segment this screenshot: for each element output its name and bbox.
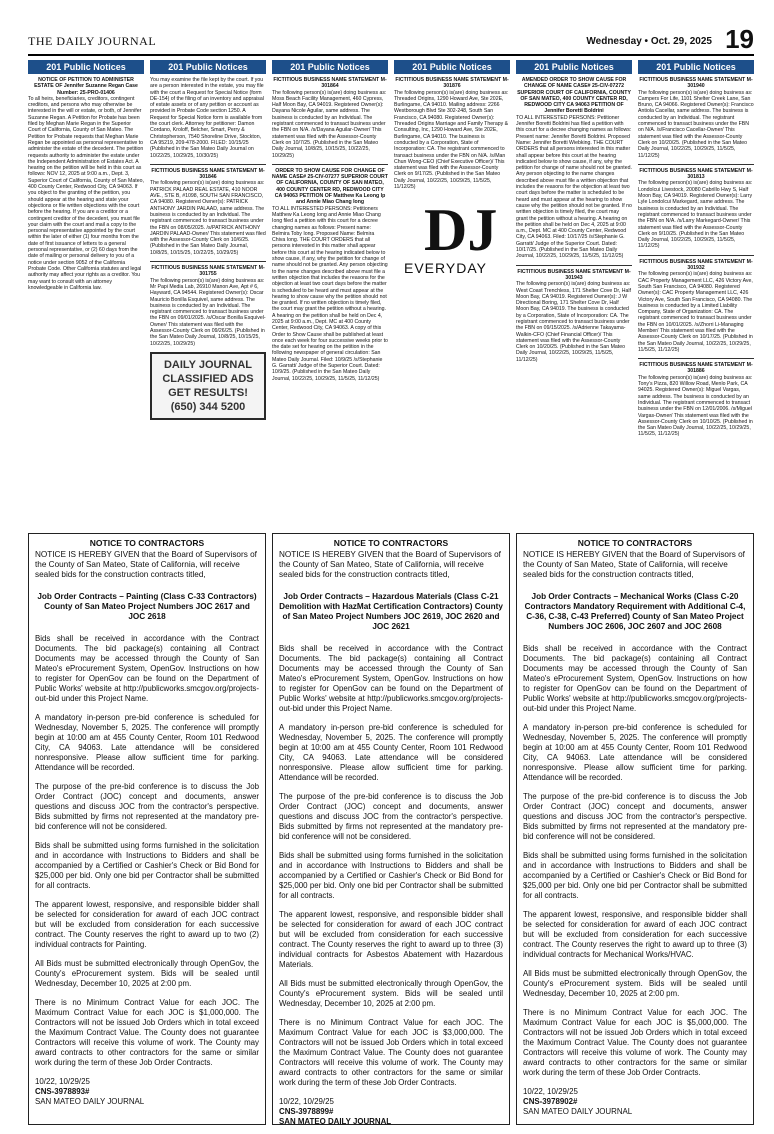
logo-word: EVERYDAY	[404, 260, 487, 277]
contractor-notice-painting	[28, 533, 266, 1125]
notice-column-5	[516, 60, 632, 527]
notice-footer	[279, 1097, 503, 1125]
notice-paragraph: All Bids must be submitted electronically through OpenGov, the County's eProcurement system. Bids will be sealed until Wednesday, December 10, 2025 at 2:00 pm.	[523, 969, 747, 998]
notice-paragraph: The apparent lowest, responsive, and responsible bidder shall be selected for consideration for award of each JOC contract but will be excluded from consideration for each successive contract. The County reserves the right to award up to three (3) individual contracts for Asbestos Abatement with Hazardous Materials.	[279, 910, 503, 969]
notice-body: The following person(s) is(are) doing business as: Londolcui Livestock, 20080 Cabrillo Hwy S, Half Moon Bay, CA 94019. Registered Owner(s): Larry Lyle Londolcui Markegard, same address. The business is conducted by an Individual. The registrant commenced to transact business under the FBN on N/A. /s/Larry Markegard-Owner/ This statement was filed with the Assessor-County Clerk on 9/10/25. (Published in the San Mateo Daily Journal, 10/22/25, 10/29/25, 11/5/25, 11/12/25)	[638, 180, 753, 250]
probate-notice	[28, 77, 144, 291]
notice-title: FICTITIOUS BUSINESS NAME STATEMENT M-301846	[151, 167, 265, 181]
section-header: 201 Public Notices	[394, 60, 510, 74]
notice-body: The following person(s) is(are) doing business as: Moss Beach Facility Management, 460 Cypress, Half Moon Bay, CA 94019. Registered Owner(s): Dayana Nicole Aguilar, same address. The business is conducted by an Individual. The registrant commenced to transact business under the FBN on N/A. /s/Dayana Aguilar-Owner/ This statement was filed with the Assessor-County Clerk on 10/7/25. (Published in the San Mateo Daily Journal, 10/8/25, 10/15/25, 10/22/25, 10/29/25)	[272, 89, 387, 159]
section-header: 201 Public Notices	[638, 60, 754, 74]
notice-title: FICTITIOUS BUSINESS NAME STATEMENT M-301886	[639, 362, 753, 375]
notice-title: FICTITIOUS BUSINESS NAME STATEMENT M-301864	[273, 77, 387, 90]
classified-ad-promo	[150, 352, 266, 420]
project-title: Job Order Contracts – Painting (Class C-33 Contractors) County of San Mateo Project Numbers JOC 2617 and JOC 2618	[37, 592, 257, 621]
publication-name: THE DAILY JOURNAL	[28, 34, 157, 48]
notice-paragraph: Bids shall be submitted using forms furnished in the solicitation and in accordance with Instructions to Bidders and shall be accompanied by a Certified or Cashier's Check or Bid Bond for $25,000 per bid. Only one bid per Contractor shall be submitted for all contracts.	[523, 851, 747, 900]
publish-dates: 10/22, 10/29/25	[35, 1077, 90, 1086]
logo-letters: DJ	[424, 197, 498, 264]
notice-paragraph: A mandatory in-person pre-bid conference is scheduled for Wednesday, November 5, 2025. The conference will promptly begin at 10:00 am at 455 County Center, Room 101 Redwood City, CA 94063. Late attendance will be considered nonresponsive. Please allow sufficient time for parking. Attendance will be recorded.	[35, 713, 259, 772]
fbn-notice	[638, 164, 754, 250]
project-title: Job Order Contracts – Mechanical Works (Class C-20 Contractors Mandatory Requirement with Additional C-4, C-36, C-38, C-43 Preferred) County of San Mateo Project Numbers JOC 2606, JOC 2607 and JOC 2608	[524, 592, 746, 631]
paper-name: SAN MATEO DAILY JOURNAL	[279, 1117, 392, 1125]
notice-body: TO ALL INTERESTED PERSONS: Petitioners Matthew Ka Leong Iong and Annie Miao Chang Iong filed a petition with this court for a decree changing names as follows: Present name: Belmira Toby Iong. Proposed Name: Belmira Chiva Iong. THE COURT ORDERS that all persons interested in this matter shall appear before this court at the hearing indicated below to show cause, if any, why the petition for change of name should not be granted. Any person objecting to the name changes described above must file a written objection that includes the reasons for the objection at least two court days before the matter is scheduled to be heard and must appear at the hearing to show cause why the petition should not be granted. If no written objection is timely filed, the court may grant the petition without a hearing. A hearing on the petition shall be held on Dec 4, 2025 at 9:00 a.m., Dept. MC at 400 County Center, Redwood City, CA 94063. A copy of this Order to Show Cause shall be published at least once each week for four successive weeks prior to the date set for hearing on the petition in the following newspaper of general circulation: San Mateo Daily Journal. Filed: 10/9/25 /s/Stephanie G. Garratt/ Judge of the Superior Court. Dated: 10/9/25. (Published in the San Mateo Daily Journal, 10/22/25, 10/29/25, 11/5/25, 11/12/25)	[272, 205, 388, 382]
fbn-notice	[272, 77, 388, 159]
notice-title: FICTITIOUS BUSINESS NAME STATEMENT M-301876	[395, 77, 509, 90]
notice-title: NOTICE TO CONTRACTORS	[89, 538, 205, 548]
notice-paragraph: A mandatory in-person pre-bid conference is scheduled for Wednesday, November 5, 2025. The conference will promptly begin at 10:00 am at 455 County Center, Room 101 Redwood City, CA 94063. Late attendance will be considered nonresponsive. Please allow sufficient time for parking. Attendance will be recorded.	[279, 723, 503, 782]
fbn-notice	[638, 255, 754, 353]
notice-title: FICTITIOUS BUSINESS NAME STATEMENT M-301813	[639, 167, 753, 181]
project-title: Job Order Contracts – Hazardous Materials (Class C-21 Demolition with HazMat Certification Contractors) County of San Mateo Project Numbers JOC 2619, JOC 2620 and JOC 2621	[279, 592, 503, 631]
notice-paragraph: All Bids must be submitted electronically through OpenGov, the County's eProcurement system. Bids will be sealed until Wednesday, December 10, 2025 at 2:00 pm.	[279, 979, 503, 1008]
probate-notice-continued	[150, 77, 266, 159]
ad-line: DAILY JOURNAL	[163, 358, 253, 371]
notice-intro: NOTICE IS HEREBY GIVEN that the Board of Supervisors of the County of San Mateo, State of California, will receive sealed bids for the construction contracts titled,	[279, 550, 501, 579]
notice-title: FICTITIOUS BUSINESS NAME STATEMENT M-301755	[151, 265, 265, 278]
notice-title: AMENDED ORDER TO SHOW CAUSE FOR CHANGE OF NAME CASE# 25-CIV-07272 SUPERIOR COURT OF CALIFORNIA, COUNTY OF SAN MATEO, 400 COUNTY CENTER RD, REDWOOD CITY CA 94063 PETITION OF Jennifer Boretti Boldrini	[517, 77, 631, 115]
cns-number: CNS-3978899#	[279, 1107, 334, 1116]
fbn-notice	[394, 77, 510, 190]
notice-body: The following person(s) is(are) doing business as: Mr Papi Media Lab, 26910 Manon Ave, Apt # 6, Hayward, CA 94544. Registered Owner(s): Oscar Mauricio Bonilla Esquivel, same address. The business is conducted by an Individual. The registrant commenced to transact business under the FBN on 09/01/2025. /s/Oscar Bonilla Esquivel-Owner/ This statement was filed with the Assessor-County Clerk on 09/26/25. (Published in the San Mateo Daily Journal, 10/8/25, 10/15/25, 10/22/25, 10/29/25)	[150, 277, 266, 347]
notice-intro: NOTICE IS HEREBY GIVEN that the Board of Supervisors of the County of San Mateo, State of California, will receive sealed bids for the construction contracts titled,	[35, 550, 257, 579]
notice-paragraph: The purpose of the pre-bid conference is to discuss the Job Order Contract (JOC) concept and documents, answer questions and discuss JOC from the contractor's perspective. Bids submitted by firms not represented at the mandatory pre-bid conference will not be considered.	[523, 792, 747, 841]
fbn-notice	[150, 261, 266, 347]
paper-name: SAN MATEO DAILY JOURNAL	[35, 1097, 145, 1106]
ad-line: GET RESULTS!	[168, 386, 248, 399]
notice-body: To all heirs, beneficiaries, creditors, contingent creditors, and persons who may otherwise be interested in the will or estate, or both, of Jennifer Suzanne Regan. A Petition for Probate has been filed by Meghan Marie Regan in the Superior Court of California, County of San Mateo. The Petition for Probate requests that Meghan Marie Regan be appointed as personal representative to administer the estate of the decedent. The petition requests authority to administer the estate under the Independent Administration of Estates Act. A hearing on the petition will be held in this court as follows: NOV 12, 2025 at 9:00 a.m., Dept. 3, Superior Court of California, County of San Mateo, 400 County Center, Redwood City, CA 94063. If you object to the granting of the petition, you should appear at the hearing and state your objections or file written objections with the court before the hearing. If you are a creditor or a contingent creditor of the decedent, you must file your claim with the court and mail a copy to the personal representative appointed by the court within the later of either (1) four months from the date of first issuance of letters to a general personal representative, or (2) 60 days from the date of mailing or personal delivery to you of a notice under section 9052 of the California Probate Code. Other California statutes and legal authority may affect your rights as a creditor. You may want to consult with an attorney knowledgeable in California law.	[28, 95, 144, 291]
contractor-notice-mechanical	[516, 533, 754, 1125]
notice-intro: NOTICE IS HEREBY GIVEN that the Board of Supervisors of the County of San Mateo, State of California, will receive sealed bids for the construction contracts titled,	[523, 550, 745, 579]
notice-title: NOTICE OF PETITION TO ADMINISTER ESTATE OF Jennifer Suzanne Regan Case Number: 25-PRO-01406	[34, 77, 138, 96]
notice-body: The following person(s) is(are) doing business as: PATRICK PALAAD REAL ESTATE, 410 NOOR AVE., STE B, #1098, SOUTH SAN FRANCISCO, CA 94080. Registered Owner(s): PATRICK ANTHONY JARDIN PALAAD, same address. The business is conducted by an Individual. The registrant commenced to transact business under the FBN on 08/05/2025. /s/PATRICK ANTHONY JARDIN PALAAD-Owner/ This statement was filed with the Assessor-County Clerk on 10/6/25. (Published in the San Mateo Daily Journal, 10/8/25, 10/15/25, 10/22/25, 10/29/25)	[150, 180, 266, 256]
section-header: 201 Public Notices	[272, 60, 388, 74]
contractor-notice-hazmat	[272, 533, 510, 1125]
masthead	[28, 24, 754, 56]
notice-title: NOTICE TO CONTRACTORS	[333, 538, 449, 548]
notice-paragraph: All Bids must be submitted electronically through OpenGov, the County's eProcurement system. Bids will be sealed until Wednesday, December 10, 2025 at 2:00 pm.	[35, 959, 259, 988]
notice-paragraph: Bids shall be received in accordance with the Contract Documents. The bid package(s) containing all Contract Documents may be accessed through the County of San Mateo's eProcurement System, OpenGov. Instructions on how to register for OpenGov can be found on the Department of Public Works' website at http://publicworks.smcgov.org/projects-out-bid under this Project Name.	[279, 644, 503, 713]
notice-paragraph: The apparent lowest, responsive, and responsible bidder shall be selected for consideration for award of each JOC contract but will be excluded from consideration for each successive contract. The County reserves the right to award up to three (3) individual contracts for Mechanical Works/HVAC.	[523, 910, 747, 959]
section-header: 201 Public Notices	[28, 60, 144, 74]
publish-dates: 10/22, 10/29/25	[279, 1097, 334, 1106]
notice-body: The following person(s) is(are) doing business as: Campers For Life, 1101 Shelter Creek Lane, San Bruno, CA 94066. Registered Owner(s): Francisco Antiola Cacellar, same address. The business is conducted by an Individual. The registrant commenced to transact business under the FBN on N/A. /s/Francisco Cacellar-Owner/ This statement was filed with the Assessor-County Clerk on 10/20/25. (Published in the San Mateo Daily Journal, 10/22/25, 10/29/25, 11/5/25, 11/12/25)	[638, 89, 754, 159]
notice-title: NOTICE TO CONTRACTORS	[577, 538, 693, 548]
notice-paragraph: Bids shall be received in accordance with the Contract Documents. The bid package(s) containing all Contract Documents may be accessed through the County of San Mateo's eProcurement System, OpenGov. Instructions on how to register for OpenGov can be found on the Department of Public Works' website at http://publicworks.smcgov.org/projects-out-bid under this Project Name.	[35, 634, 259, 703]
issue-date: Wednesday • Oct. 29, 2025	[586, 36, 712, 47]
notice-body: The following person(s) is(are) doing business as: Tony's Pizza, 820 Willow Road, Menlo Park, CA 94025. Registered Owner(s): Miguel Vargas, same address. The business is conducted by an Individual. The registrant commenced to transact business under the FBN on 12/01/2006. /s/Miguel Vargas-Owner/ This statement was filed with the Assessor-County Clerk on 10/10/25. (Published in the San Mateo Daily Journal, 10/22/25, 10/29/25, 11/5/25, 11/12/25)	[638, 374, 753, 438]
notice-paragraph: Bids shall be received in accordance with the Contract Documents. The bid package(s) containing all Contract Documents may be accessed through the County of San Mateo's eProcurement System, OpenGov. Instructions on how to register for OpenGov can be found on the Department of Public Works' website at http://publicworks.smcgov.org/projects-out-bid under this Project Name.	[523, 644, 747, 713]
notice-column-2	[150, 60, 266, 527]
fbn-notice	[638, 358, 754, 438]
notice-paragraph: There is no Minimum Contract Value for each JOC. The Maximum Contract Value for each JOC is $3,000,000. The Contractors will not be issued Job Orders which in total exceed the Maximum Contract Value. The County does not guarantee Contractors will receive this volume of work. The County may award contracts to other contractors for the same or similar work during the term of these Job Order Contracts.	[279, 1018, 503, 1087]
notice-paragraph: The purpose of the pre-bid conference is to discuss the Job Order Contract (JOC) concept and documents, answer questions and discuss JOC from the contractor's perspective. Bids submitted by firms not represented at the mandatory pre-bid conference will not be considered.	[279, 792, 503, 841]
notice-footer	[35, 1077, 259, 1107]
dj-everyday-logo	[394, 196, 510, 276]
publish-dates: 10/22, 10/29/25	[523, 1087, 578, 1096]
notice-paragraph: There is no Minimum Contract Value for each JOC. The Maximum Contract Value for each JOC is $1,000,000. The Contractors will not be issued Job Orders which in total exceed the Maximum Contract Value. The County does not guarantee Contractors will receive this volume of work. The County may award contracts to other contractors for the same or similar work during the term of these Job Order Contracts.	[35, 998, 259, 1067]
notice-column-6	[638, 60, 754, 527]
notice-body: The following person(s) is(are) doing business as: CAC Property Management LLC, 426 Victory Ave, South San Francisco, CA 94080. Registered Owner(s): CAC Property Management LLC, 426 Victory Ave, South San Francisco, CA 94080. The business is conducted by a Limited Liability Company, State of Organization: CA. The registrant commenced to transact business under the FBN on 10/01/2025. /s/Zhorri Li-Managing Member/ This statement was filed with the Assessor-County Clerk on 10/17/25. (Published in the San Mateo Daily Journal, 10/22/25, 10/29/25, 11/5/25, 11/12/25)	[638, 271, 753, 353]
notice-column-4	[394, 60, 510, 527]
notice-title: FICTITIOUS BUSINESS NAME STATEMENT M-301932	[639, 258, 753, 272]
fbn-notice	[638, 77, 754, 159]
notice-paragraph: A mandatory in-person pre-bid conference is scheduled for Wednesday, November 5, 2025. The conference will promptly begin at 10:00 am at 455 County Center, Room 101 Redwood City, CA 94063. Late attendance will be considered nonresponsive. Please allow sufficient time for parking. Attendance will be recorded.	[523, 723, 747, 782]
notice-body: You may examine the file kept by the court. If you are a person interested in the estate, you may file with the court a Request for Special Notice (form DE-154) of the filing of an inventory and appraisal of estate assets or of any petition or account as provided in Probate Code section 1250. A Request for Special Notice form is available from the court clerk. Attorney for petitioner: Damon Cordano, Kroloff, Belcher, Smart, Perry & Christopherson, 7540 Shoreline Drive, Stockton, CA 95219, 209-478-2000. FILED: 10/15/25 (Published in the San Mateo Daily Journal on 10/22/25, 10/29/25, 10/30/25)	[150, 77, 264, 159]
notice-paragraph: Bids shall be submitted using forms furnished in the solicitation and in accordance with Instructions to Bidders and shall be accompanied by a Certified or Cashier's Check or Bid Bond for $25,000 per bid. Only one bid per Contractor shall be submitted for all contracts.	[35, 841, 259, 890]
ad-line: CLASSIFIED ADS	[162, 372, 254, 385]
notice-paragraph: The apparent lowest, responsive, and responsible bidder shall be selected for consideration for award of each JOC contract but will be excluded from consideration for each successive contract. The County reserves the right to award up to two (2) individual contracts for Painting.	[35, 900, 259, 949]
notice-body: TO ALL INTERESTED PERSONS: Petitioner Jennifer Boretti Boldrini has filed a petition with this court for a decree changing names as follows: Present name: Jennifer Boretti Boldrini. Proposed Name: Jennifer Boretti Wiebking. THE COURT ORDERS that all persons interested in this matter shall appear before this court at the hearing indicated below to show cause, if any, why the petition for change of name should not be granted. Any person objecting to the name changes described above must file a written objection that includes the reasons for the objection at least two court days before the matter is scheduled to be heard and must appear at the hearing to show cause why the petition should not be granted. If no written objection is timely filed, the court may grant the petition without a hearing. A hearing on the petition shall be held on Dec 4, 2025 at 9:00 a.m., Dept. MC at 400 County Center, Redwood City, CA 94063. Filed: 10/17/25 /s/Stephanie G. Garratt/ Judge of the Superior Court. Dated: 10/17/25. (Published in the San Mateo Daily Journal, 10/22/25, 10/29/25, 11/5/25, 11/12/25)	[516, 114, 632, 260]
section-header: 201 Public Notices	[150, 60, 266, 74]
notice-column-1	[28, 60, 144, 527]
cns-number: CNS-3978893#	[35, 1087, 90, 1096]
notice-paragraph: Bids shall be submitted using forms furnished in the solicitation and in accordance with Instructions to Bidders and shall be accompanied by a Certified or Cashier's Check or Bid Bond for $25,000 per bid. Only one bid per Contractor shall be submitted for all contracts.	[279, 851, 503, 900]
notice-title: FICTITIOUS BUSINESS NAME STATEMENT M-301943	[517, 268, 631, 281]
paper-name: SAN MATEO DAILY JOURNAL	[523, 1107, 633, 1116]
notice-paragraph: There is no Minimum Contract Value for each JOC. The Maximum Contract Value for each JOC is $5,000,000. The Contractors will not be issued Job Orders which in total exceed the Maximum Contract Value. The County does not guarantee Contractors will receive this volume of work. The County may award contracts to other contractors for the same or similar work during the term of these Job Order Contracts.	[523, 1008, 747, 1077]
name-change-notice	[272, 164, 388, 382]
notice-title: FICTITIOUS BUSINESS NAME STATEMENT M-301940	[639, 77, 753, 90]
notice-column-3	[272, 60, 388, 527]
section-header: 201 Public Notices	[516, 60, 632, 74]
notice-footer	[523, 1087, 747, 1117]
notice-body: The following person(s) is(are) doing business as: West Coast Trenchless, 171 Shelter Cove Dr, Half Moon Bay, CA 94019. Registered Owner(s): J W Directional Boring, 171 Shelter Cove Dr, Half Moon Bay, CA 94019. The business is conducted by a Corporation, State of Incorporation: CA. The registrant commenced to transact business under the FBN on 09/15/2025. /s/Adrienne Takayama-Walkin-CFO (Chief Financial Officer)/ This statement was filed with the Assessor-County Clerk on 10/20/25. (Published in the San Mateo Daily Journal, 10/22/25, 10/29/25, 11/5/25, 11/12/25)	[516, 281, 631, 363]
name-change-notice	[516, 77, 632, 260]
fbn-notice	[150, 164, 266, 256]
notice-paragraph: The purpose of the pre-bid conference is to discuss the Job Order Contract (JOC) concept and documents, answer questions and discuss JOC from the contractor's perspective. Bids submitted by firms not represented at the mandatory pre-bid conference will not be considered.	[35, 782, 259, 831]
page-number: 19	[725, 24, 754, 54]
cns-number: CNS-3978902#	[523, 1097, 578, 1106]
fbn-notice	[516, 265, 632, 363]
notice-title: ORDER TO SHOW CAUSE FOR CHANGE OF NAME CASE# 25-CIV-07277 SUPERIOR COURT OF CALIFORNIA, COUNTY OF SAN MATEO, 400 COUNTY CENTER RD, REDWOOD CITY CA 94063 PETITION OF Matthew Ka Leong Ip and Annie Miao Chang Iong	[272, 167, 388, 206]
notice-body: The following person(s) is(are) doing business as: Threaded Origins, 1290 Howard Ave, Ste 202E, Burlingame, CA 94010. Mailing address: 2266 Westborough Blvd Ste 302-248, South San Francisco, CA 94080. Registered Owner(s): Threaded Origins Marriage and Family Therapy & Consulting, Inc, 1290 Howard Ave, Ste 202E, Burlingame, CA 94010. The business is conducted by a Corporation, State of Incorporation: CA. The registrant commenced to transact business under the FBN on N/A. /s/Man Chun Wong-CEO (Chief Executive Officer)/ This statement was filed with the Assessor-County Clerk on 9/17/25. (Published in the San Mateo Daily Journal, 10/22/25, 10/29/25, 11/5/25, 11/12/25)	[394, 89, 509, 191]
ad-phone: (650) 344 5200	[170, 400, 246, 413]
